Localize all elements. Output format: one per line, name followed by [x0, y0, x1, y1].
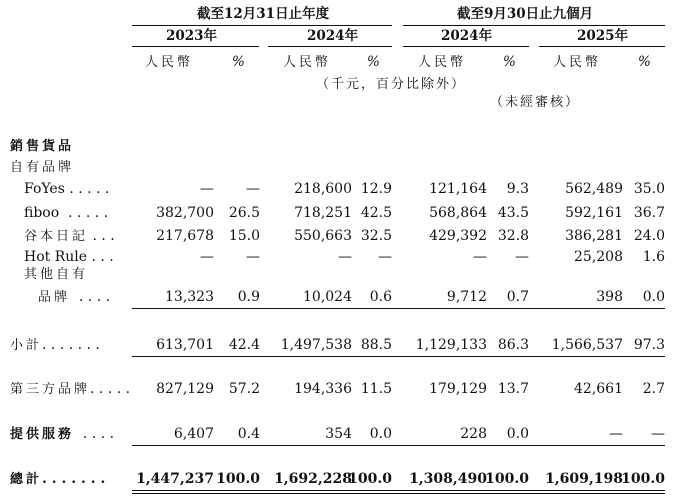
cell: 32.8 [497, 228, 529, 244]
cell: 2.7 [642, 381, 665, 397]
cell: 42.4 [228, 337, 260, 353]
cell: 42.5 [360, 205, 392, 221]
cell: 218,600 [294, 181, 352, 197]
total-double-rule [132, 490, 665, 494]
cell: 88.5 [360, 337, 392, 353]
cell: 718,251 [294, 205, 352, 221]
cell: 592,161 [565, 205, 623, 221]
year-rule-2024-b [403, 46, 529, 47]
cell: — [200, 249, 214, 265]
header-period-year: 截至12月31日止年度 [197, 6, 330, 22]
cell: 9,712 [446, 289, 487, 305]
currency-2024-b: 人民幣 [418, 55, 467, 70]
year-2024-b: 2024年 [441, 28, 493, 44]
cell: 57.2 [228, 381, 260, 397]
cell: 217,678 [156, 228, 214, 244]
cell: 13,323 [165, 289, 214, 305]
year-rule-2025 [539, 46, 665, 47]
row-label-other-own: 其他自有 [24, 267, 89, 282]
cell: 25,208 [574, 249, 623, 265]
cell: 1,129,133 [415, 337, 487, 353]
year-rule-2024-a [268, 46, 392, 47]
cell: 0.4 [237, 426, 260, 442]
cell: 429,392 [429, 228, 487, 244]
row-label-foyes: FoYes . . . . . [24, 181, 110, 197]
cell: 42,661 [574, 381, 623, 397]
cell: 1,692,228 [274, 471, 352, 487]
cell: 9.3 [506, 181, 529, 197]
cell: — [515, 249, 529, 265]
cell: 10,024 [303, 289, 352, 305]
year-2023: 2023年 [166, 28, 218, 44]
cell: — [651, 426, 665, 442]
cell: 179,129 [429, 381, 487, 397]
cell: 12.9 [360, 181, 392, 197]
cell: 382,700 [156, 205, 214, 221]
cell: — [338, 249, 352, 265]
year-rule-2023 [132, 46, 259, 47]
cell: — [200, 181, 214, 197]
cell: — [246, 249, 260, 265]
total-rule-top [132, 445, 665, 446]
section-goods: 銷售貨品 [10, 139, 75, 154]
cell: 32.5 [360, 228, 392, 244]
cell: 100.0 [216, 471, 260, 487]
cell: 97.3 [633, 337, 665, 353]
currency-2025: 人民幣 [553, 55, 602, 70]
subtotal-rule-bottom [132, 356, 665, 357]
year-2024-a: 2024年 [307, 28, 359, 44]
cell: 100.0 [348, 471, 392, 487]
pct-2025: % [638, 54, 651, 70]
currency-2024-a: 人民幣 [283, 55, 332, 70]
cell: 0.0 [369, 426, 392, 442]
cell: 26.5 [228, 205, 260, 221]
cell: 0.9 [237, 289, 260, 305]
row-label-hotrule: Hot Rule . . . [24, 249, 114, 265]
cell: 354 [325, 426, 352, 442]
currency-2023: 人民幣 [145, 55, 194, 70]
cell: 86.3 [497, 337, 529, 353]
cell: 6,407 [173, 426, 214, 442]
subtotal-rule-top [132, 308, 665, 309]
unaudited-note: （未經審核） [490, 95, 581, 110]
cell: — [473, 249, 487, 265]
cell: 1,497,538 [280, 337, 352, 353]
row-label-third-party: 第三方品牌. . . . . [10, 381, 131, 397]
cell: 0.0 [642, 289, 665, 305]
year-2025: 2025年 [577, 28, 629, 44]
cell: 1.6 [642, 249, 665, 265]
cell: 100.0 [485, 471, 529, 487]
pct-2024-a: % [367, 54, 380, 70]
row-label-subtotal: 小計. . . . . . . [10, 337, 100, 353]
cell: 1,609,198 [545, 471, 623, 487]
cell: 1,308,490 [409, 471, 487, 487]
row-label-services: 提供服務 . . . . [10, 426, 115, 442]
cell: 386,281 [565, 228, 623, 244]
cell: 0.7 [506, 289, 529, 305]
cell: 13.7 [497, 381, 529, 397]
row-label-fiboo: fiboo . . . . . [24, 205, 109, 221]
unit-note: （千元，百分比除外） [316, 77, 467, 92]
cell: — [378, 249, 392, 265]
cell: 562,489 [565, 181, 623, 197]
cell: 398 [596, 289, 623, 305]
row-label-other-own-2: 品牌 . . . . [38, 289, 111, 305]
row-label-total: 總計. . . . . . . [10, 471, 106, 487]
header-rule-year [132, 25, 392, 26]
header-period-nine-months: 截至9月30日止九個月 [457, 6, 594, 22]
cell: 827,129 [156, 381, 214, 397]
cell: 0.6 [369, 289, 392, 305]
cell: 35.0 [633, 181, 665, 197]
cell: 24.0 [633, 228, 665, 244]
cell: 0.0 [506, 426, 529, 442]
header-rule-nine-months [403, 25, 665, 26]
pct-2023: % [232, 54, 245, 70]
cell: 568,864 [429, 205, 487, 221]
cell: 228 [460, 426, 487, 442]
cell: 121,164 [429, 181, 487, 197]
cell: 11.5 [360, 381, 392, 397]
cell: 36.7 [633, 205, 665, 221]
cell: 1,566,537 [551, 337, 623, 353]
cell: — [609, 426, 623, 442]
cell: — [246, 181, 260, 197]
row-label-gubenriji: 谷本日記 . . . [24, 228, 115, 244]
cell: 613,701 [156, 337, 214, 353]
cell: 550,663 [294, 228, 352, 244]
cell: 15.0 [228, 228, 260, 244]
cell: 1,447,237 [136, 471, 214, 487]
pct-2024-b: % [503, 54, 516, 70]
section-own-brands: 自有品牌 [10, 160, 75, 175]
cell: 194,336 [294, 381, 352, 397]
cell: 100.0 [621, 471, 665, 487]
cell: 43.5 [497, 205, 529, 221]
